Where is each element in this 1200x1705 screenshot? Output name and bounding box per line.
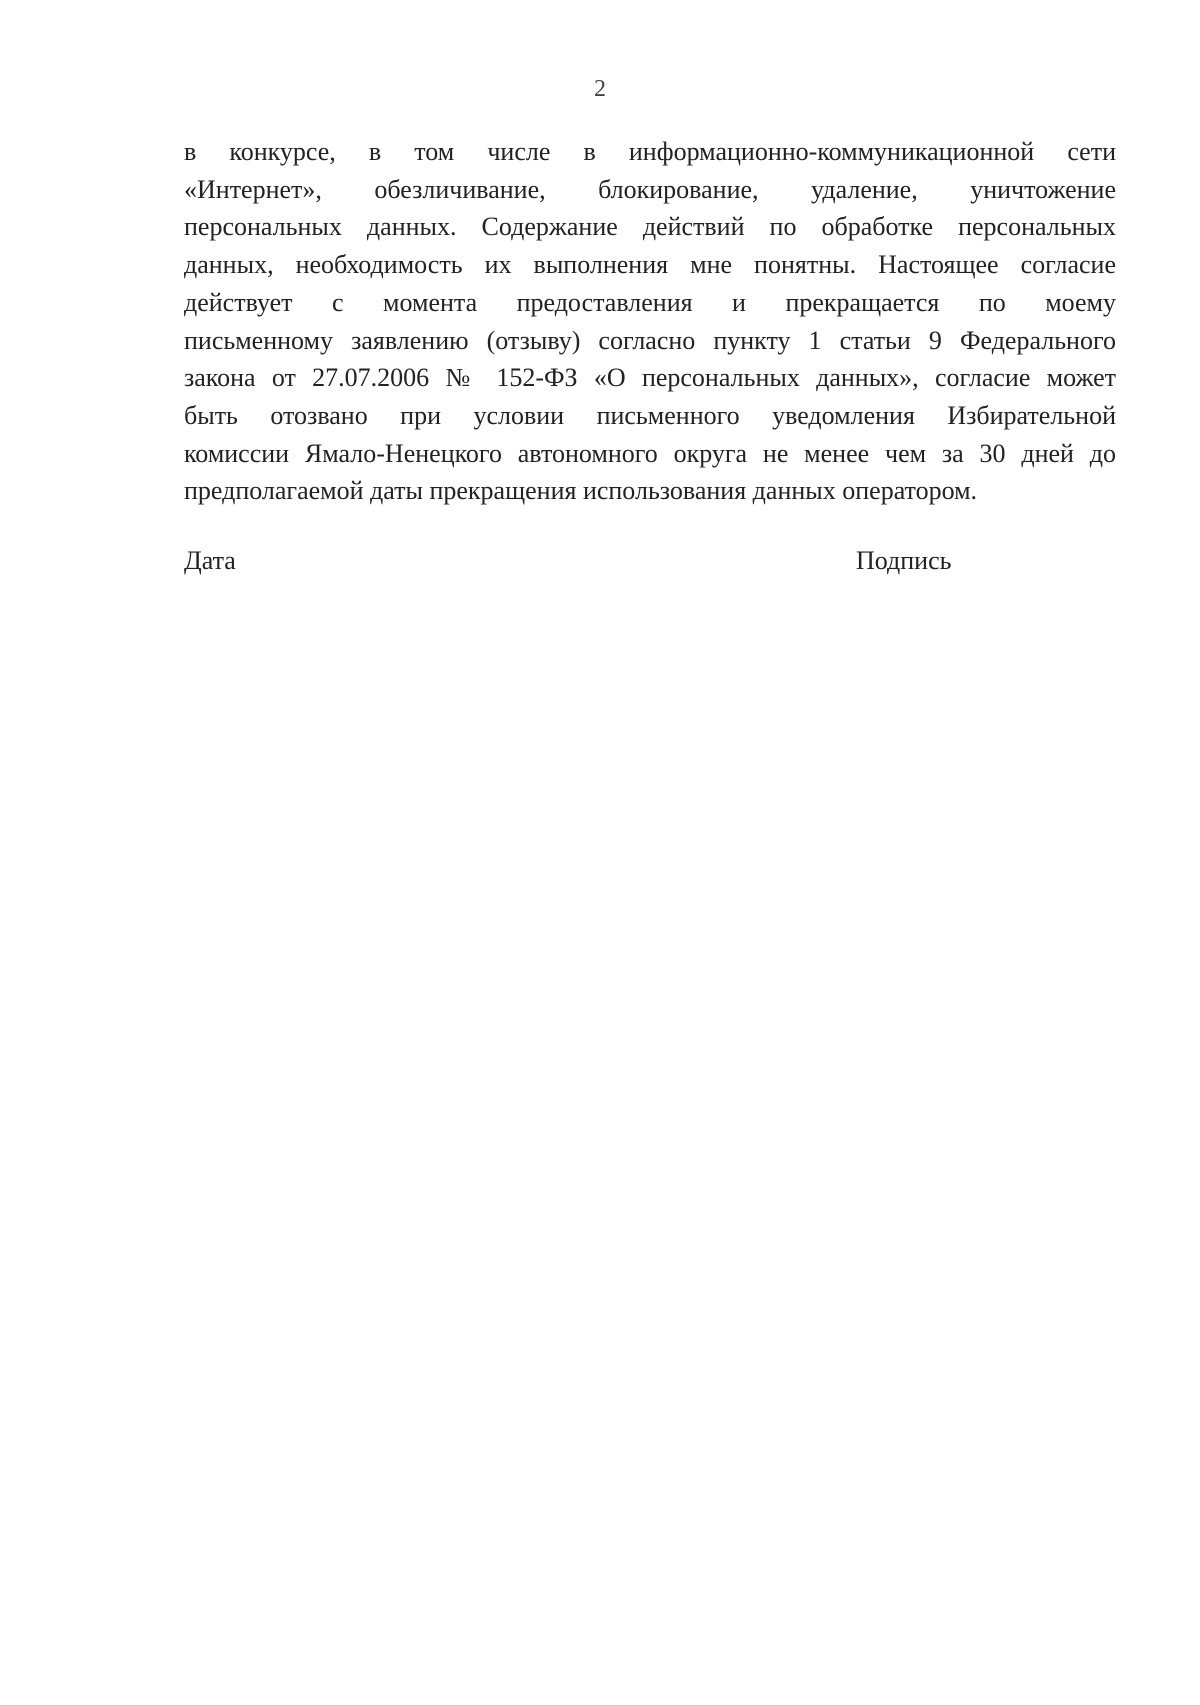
body-line: действует с момента предоставления и прекращается по моему [184, 287, 1116, 317]
body-line: персональных данных. Содержание действий по обработке персональных [184, 212, 1116, 242]
body-line: в конкурсе, в том числе в информационно-коммуникационной сети [184, 137, 1116, 166]
consent-body-text [184, 133, 1116, 510]
body-line: письменному заявлению (отзыву) согласно пункту 1 статьи 9 Федерального [184, 325, 1116, 355]
body-line: предполагаемой даты прекращения использования данных оператором. [184, 476, 978, 506]
signature-block [184, 546, 1116, 582]
body-line: быть отозвано при условии письменного уведомления Избирательной [184, 400, 1116, 430]
page-number: 2 [594, 76, 606, 102]
body-line: комиссии Ямало-Ненецкого автономного округа не менее чем за 30 дней до [184, 438, 1116, 468]
body-line: закона от 27.07.2006 № 152-ФЗ «О персональных данных», согласие может [184, 363, 1116, 393]
body-line: «Интернет», обезличивание, блокирование, удаление, уничтожение [184, 174, 1116, 204]
body-line: данных, необходимость их выполнения мне понятны. Настоящее согласие [184, 250, 1116, 280]
date-label: Дата [184, 546, 236, 575]
signature-label: Подпись [856, 546, 952, 575]
